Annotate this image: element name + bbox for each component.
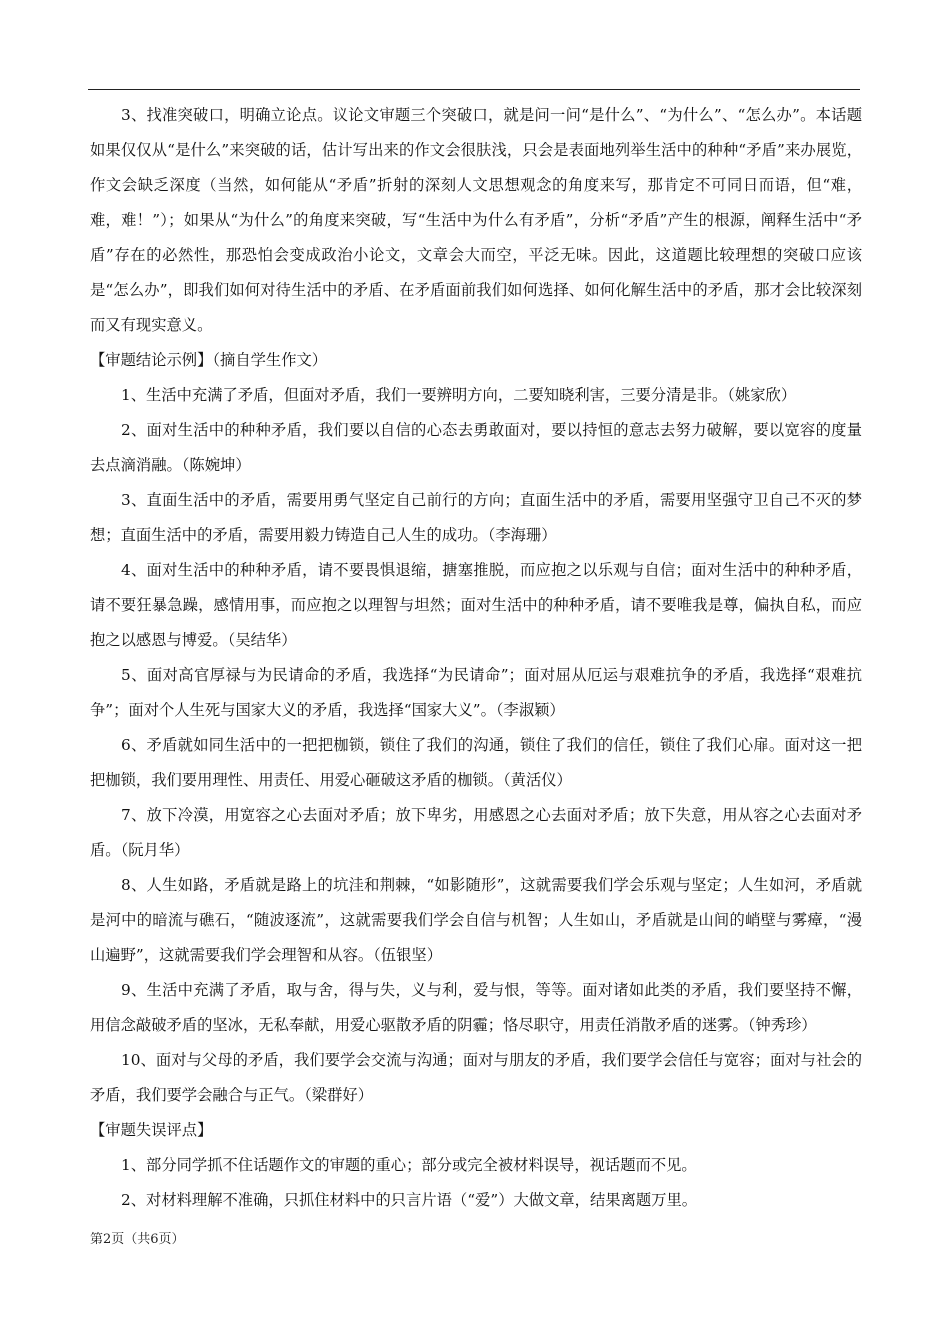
example-3: 3、直面生活中的矛盾，需要用勇气坚定自己前行的方向；直面生活中的矛盾，需要用坚强守卫自己不灭的梦想；直面生活中的矛盾，需要用毅力铸造自己人生的成功。（李海珊） [90, 491, 862, 544]
example-4: 4、面对生活中的种种矛盾，请不要畏惧退缩，搪塞推脱，而应抱之以乐观与自信；面对生活中的种种矛盾，请不要狂暴急躁，感情用事，而应抱之以理智与坦然；面对生活中的种种矛盾，请不要唯我是尊，偏执自私，而应抱之以感恩与博爱。（吴结华） [90, 561, 862, 649]
paragraph-breakthrough: 3、找准突破口，明确立论点。议论文审题三个突破口，就是问一问“是什么”、“为什么”、“怎么办”。本话题如果仅仅从“是什么”来突破的话，估计写出来的作文会很肤浅，只会是表面地列举生活中的种种“矛盾”来办展览，作文会缺乏深度（当然，如何能从“矛盾”折射的深刻人文思想观念的角度来写，那肯定不可同日而语，但“难，难，难！”）；如果从“为什么”的角度来突破，写“生活中为什么有矛盾”，分析“矛盾”产生的根源，阐释生活中“矛盾”存在的必然性，那恐怕会变成政治小论文，文章会大而空，平泛无味。因此，这道题比较理想的突破口应该是“怎么办”，即我们如何对待生活中的矛盾、在矛盾面前我们如何选择、如何化解生活中的矛盾，那才会比较深刻而又有现实意义。 [90, 106, 862, 334]
page-number-footer: 第2页（共6页） [90, 1232, 185, 1247]
heading-examples: 【审题结论示例】（摘自学生作文） [90, 351, 328, 369]
error-2: 2、对材料理解不准确，只抓住材料中的只言片语（“爱”）大做文章，结果离题万里。 [121, 1191, 698, 1209]
document-body [90, 98, 862, 1218]
example-5: 5、面对高官厚禄与为民请命的矛盾，我选择“为民请命”；面对屈从厄运与艰难抗争的矛盾，我选择“艰难抗争”；面对个人生死与国家大义的矛盾，我选择“国家大义”。（李淑颖） [90, 666, 862, 719]
example-10: 10、面对与父母的矛盾，我们要学会交流与沟通；面对与朋友的矛盾，我们要学会信任与宽容；面对与社会的矛盾，我们要学会融合与正气。（梁群好） [90, 1051, 862, 1104]
example-7: 7、放下冷漠，用宽容之心去面对矛盾；放下卑劣，用感恩之心去面对矛盾；放下失意，用从容之心去面对矛盾。（阮月华） [90, 806, 862, 859]
example-2: 2、面对生活中的种种矛盾，我们要以自信的心态去勇敢面对，要以持恒的意志去努力破解，要以宽容的度量去点滴消融。（陈婉坤） [90, 421, 862, 474]
example-1: 1、生活中充满了矛盾，但面对矛盾，我们一要辨明方向，二要知晓利害，三要分清是非。（姚家欣） [121, 386, 797, 404]
heading-errors: 【审题失误评点】 [90, 1121, 213, 1139]
example-9: 9、生活中充满了矛盾，取与舍，得与失，义与利，爱与恨，等等。面对诸如此类的矛盾，我们要坚持不懈，用信念敲破矛盾的坚冰，无私奉献，用爱心驱散矛盾的阴霾；恪尽职守，用责任消散矛盾的迷雾。（钟秀珍） [90, 981, 862, 1034]
error-1: 1、部分同学抓不住话题作文的审题的重心；部分或完全被材料误导，视话题而不见。 [121, 1156, 697, 1174]
header-rule [88, 89, 860, 90]
example-8: 8、人生如路，矛盾就是路上的坑洼和荆棘，“如影随形”，这就需要我们学会乐观与坚定；人生如河，矛盾就是河中的暗流与礁石，“随波逐流”，这就需要我们学会自信与机智；人生如山，矛盾就是山间的峭壁与雾瘴，“漫山遍野”，这就需要我们学会理智和从容。（伍银坚） [90, 876, 862, 964]
example-6: 6、矛盾就如同生活中的一把把枷锁，锁住了我们的沟通，锁住了我们的信任，锁住了我们心扉。面对这一把把枷锁，我们要用理性、用责任、用爱心砸破这矛盾的枷锁。（黄活仪） [90, 736, 862, 789]
